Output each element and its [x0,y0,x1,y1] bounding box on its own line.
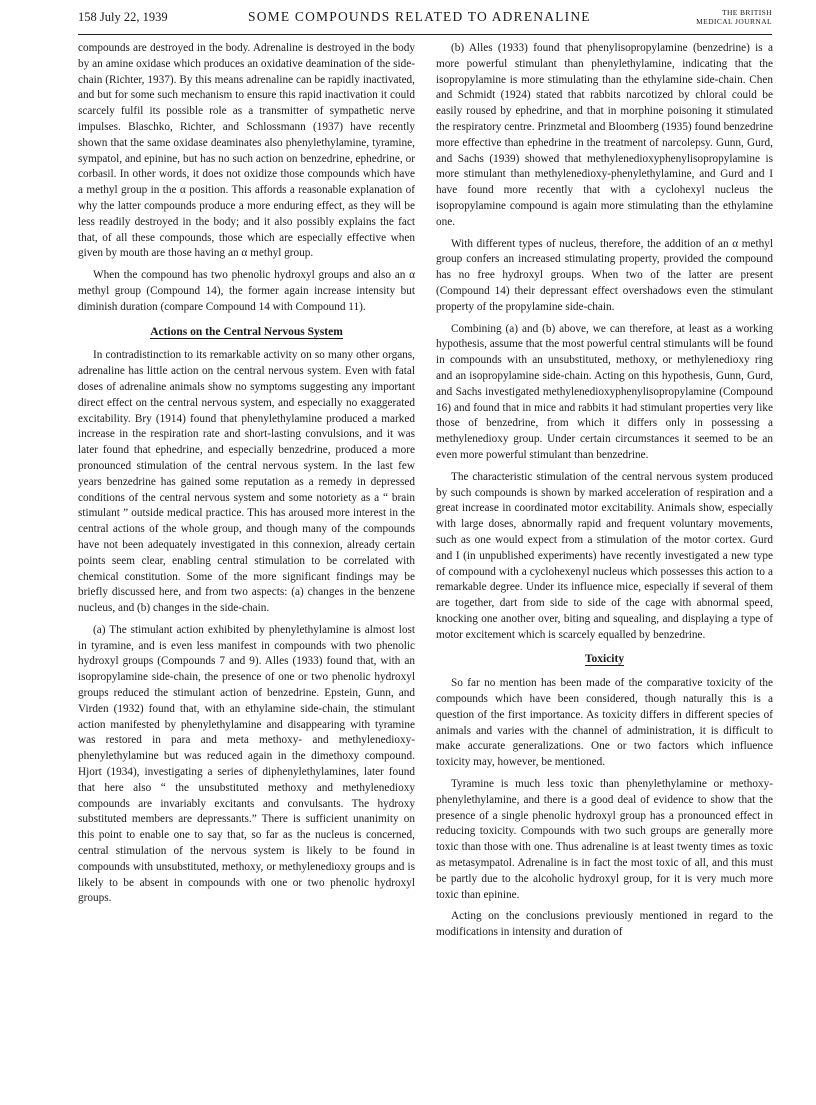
paragraph: compounds are destroyed in the body. Adrenaline is destroyed in the body by an amine oxidase which produces an oxidative deamination of the side-chain (Richter, 1937). By this means adrenaline can be rapidly inactivated, and but for some such mechanism to ensure this rapid inactivation it could scarcely fulfil its possible role as a transmitter of sympathetic nerve impulses. Blaschko, Richter, and Schlossmann (1937) have recently shown that the same oxidase deaminates also phenylethylamine, tyramine, sympatol, and epinine, but has no such action on benzedrine, ephedrine, or corbasil. In other words, it does not oxidize those compounds which have a methyl group in the α position. This affords a reasonable explanation of why the latter compounds produce a more enduring effect, as they will be less readily destroyed in the body; and it also possibly explains the fact that, of all these compounds, those which are especially effective when given by mouth are those having an α methyl group. [78,42,415,260]
section-heading-text: Toxicity [584,653,625,666]
right-column [436,41,773,947]
paragraph: Tyramine is much less toxic than phenylethylamine or methoxy-phenylethylamine, and there is a good deal of evidence to show that the presence of a single phenolic hydroxyl group has a pronounced effect in reducing toxicity. Compounds with two such groups are generally more toxic than those with one. Thus adrenaline is at least twenty times as toxic as metasympatol. Adrenaline is in fact the most toxic of all, and this must be partly due to the alcoholic hydroxyl group, for it is very much more toxic than epinine. [436,778,773,901]
paragraph: With different types of nucleus, therefore, the addition of an α methyl group confers an increased stimulating property, provided the compound has no free hydroxyl groups. When two of the latter are present (Compound 14) their depressant effect overshadows even the stimulant property of the propylamine side-chain. [436,237,773,313]
header-rule [78,34,772,35]
paragraph: Acting on the conclusions previously mentioned in regard to the modifications in intensity and duration of [436,910,773,939]
paragraph: When the compound has two phenolic hydroxyl groups and also an α methyl group (Compound 14), the former again increase intensity but diminish duration (compare Compound 14 with Compound 11). [78,269,415,313]
left-column [78,41,415,913]
journal-name-line1: THE BRITISH [721,8,772,17]
journal-name [696,8,772,26]
paragraph: So far no mention has been made of the comparative toxicity of the compounds which have been considered, though naturally this is a question of the first importance. As toxicity differs in different species of animals and varies with the channel of administration, it is difficult to make accurate generalizations. One or two factors which influence toxicity may, however, be mentioned. [436,677,773,769]
paragraph: Combining (a) and (b) above, we can therefore, at least as a working hypothesis, assume that the most powerful central stimulants will be found in compounds with an unsubstituted, methoxy, or methylenedioxy ring and an isopropylamine side-chain. Acting on this hypothesis, Gunn, Gurd, and Sachs investigated methylenedioxyphenylisopropylamine (Compound 16) and found that in mice and rabbits it had stimulant properties very like those of benzedrine, from which it differs only in possessing a methylenedioxy group. Under certain circumstances it seemed to be an even more powerful stimulant than benzedrine. [436,322,773,461]
page-number-date: 158 July 22, 1939 [78,10,168,24]
journal-name-line2: MEDICAL JOURNAL [696,17,772,26]
paragraph: In contradistinction to its remarkable activity on so many other organs, adrenaline has little action on the central nervous system. Even with fatal doses of adrenaline animals show no symptoms suggesting any important direct effect on the central nervous system, and especially no exaggerated excitability. Bry (1914) found that phenylethylamine produced a marked increase in the respiration rate and short-lasting convulsions, and it was later found that ephedrine, and especially benzedrine, produced a more pronounced stimulation of the central nervous system. In the last few years benzedrine has gained some reputation as a remedy in depressed conditions of the central nervous system and some notoriety as a “ brain stimulant ” outside medical practice. This has aroused more interest in the central actions of the whole group, and though many of the compounds have not been adequately investigated in this connexion, already certain points seem clear, enabling central stimulation to be correlated with chemical constitution. Some of the more significant findings may be briefly discussed here, and from two aspects: (a) changes in the benzene nucleus, and (b) changes in the side-chain. [78,349,415,615]
paragraph: The characteristic stimulation of the central nervous system produced by such compounds is shown by marked acceleration of respiration and a great increase in coordinated motor excitability. Animals show, especially with large doses, abnormally rapid and frequent voluntary movements, such as one would expect from a stimulation of the motor cortex. Gurd and I (in unpublished experiments) have recently investigated a new type of compound with a cyclohexenyl nucleus which possesses this action to a remarkable degree. Under its influence mice, especially if several of them are together, dart from side to side of the cage with abnormal speed, knocking one another over, biting and squealing, and displaying a type of motor excitement which is scarcely equalled by benzedrine. [436,470,773,641]
page-header [78,8,772,34]
section-heading [78,325,415,341]
paragraph: (a) The stimulant action exhibited by phenylethylamine is almost lost in tyramine, and is even less manifest in compounds with two phenolic hydroxyl groups (Compounds 7 and 9). Alles (1933) found that, with an isopropylamine side-chain, the presence of one or two phenolic hydroxyl groups reduced the stimulant action of benzedrine. Epstein, Gunn, and Virden (1932) found that, with an ethylamine side-chain, the stimulant action manifested by phenylethylamine and disappearing with tyramine was restored in para and meta methoxy- and methylenedioxy-phenylethylamine but was reduced again in the dimethoxy compound. Hjort (1934), investigating a series of diphenylethylamines, later found that here also “ the unsubstituted methoxy and methylenedioxy compounds are invariably excitants and convulsants. The hydroxy substituted members are depressants.” There is sufficient unanimity on this point to enable one to say that, so far as the nucleus is concerned, central stimulation of the nervous system is likely to be found in compounds with unsubstituted, methoxy, or methylenedioxy groups and is likely to be absent in compounds with one or two phenolic hydroxyl groups. [78,623,415,905]
running-title: SOME COMPOUNDS RELATED TO ADRENALINE [248,9,591,24]
section-heading-text: Actions on the Central Nervous System [150,325,343,338]
section-heading [436,652,773,668]
paragraph: (b) Alles (1933) found that phenylisopropylamine (benzedrine) is a more powerful stimulant than phenylethylamine, indicating that the isopropylamine is more stimulating than the ethylamine side-chain. Chen and Schmidt (1924) stated that rabbits narcotized by chloral could be easily roused by ephedrine, and that in morphine poisoning it stimulated the respiratory centre. Prinzmetal and Bloomberg (1935) found benzedrine more effective than ephedrine in the treatment of narcolepsy. Gunn, Gurd, and Sachs (1939) showed that methylenedioxyphenylisopropylamine is more stimulant than methylenedioxy-phenylethylamine, and Gurd and I have found more recently that with a cyclohexyl nucleus the isopropylamine compound is again more stimulating than the ethylamine one. [436,42,773,228]
